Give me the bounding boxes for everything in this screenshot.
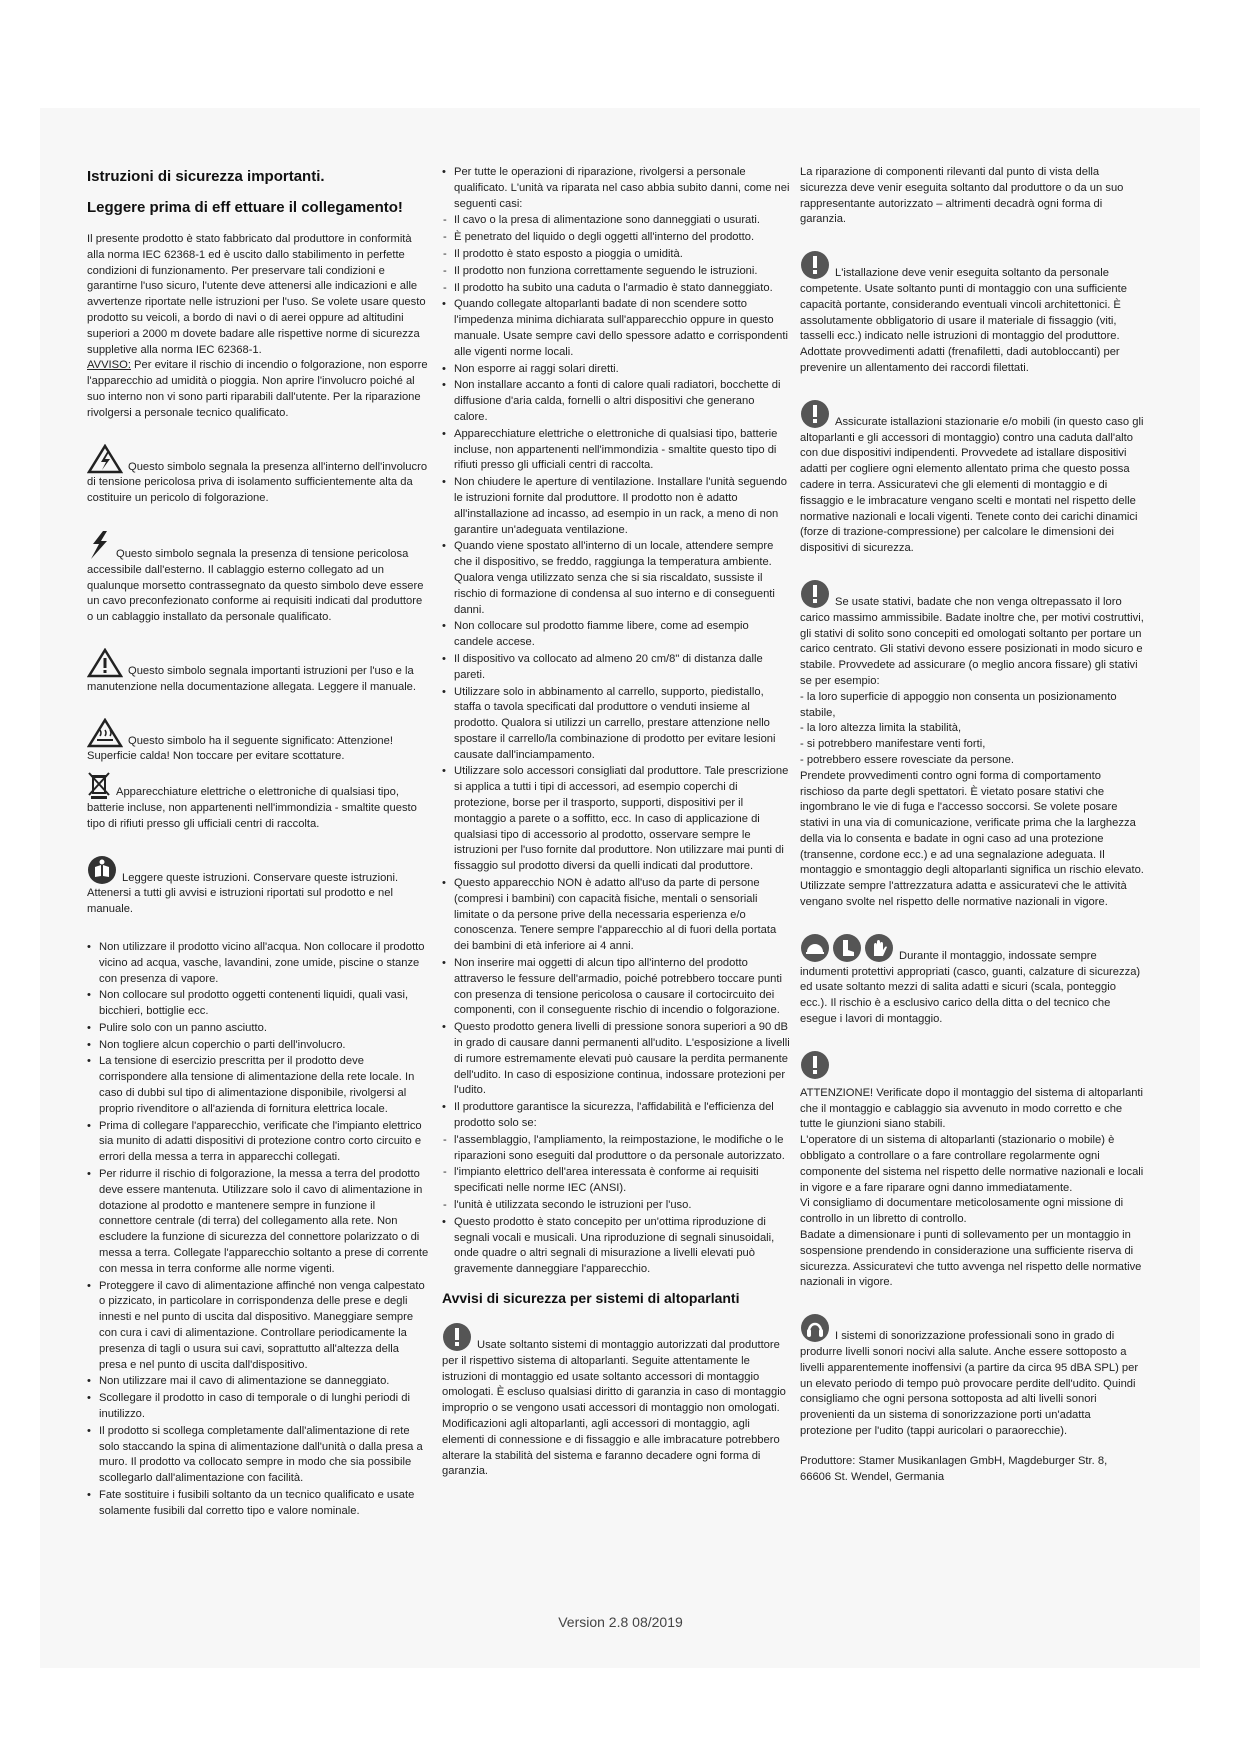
stand-item: - la loro altezza limita la stabilità,	[800, 722, 962, 735]
producer-line-2: 66606 St. Wendel, Germania	[800, 1470, 945, 1483]
lightning-bolt-icon	[87, 529, 111, 561]
stand-item-text: la loro superficie di appoggio non consenta un posizionamento stabile,	[800, 690, 1117, 719]
read-manual-icon	[87, 855, 117, 885]
list-item: • Utilizzare solo in abbinamento al carrello, supporto, piedistallo, staffa o tavola specificati dal produttore o venduti insieme al prodotto. Qualora si utilizzi un carrello, prestare attenzione nello spostare il carrello/la combinazione di prodotto per evitare lesioni causate dall'inciampamento.	[442, 685, 790, 764]
symbol-read-manual-text: Leggere queste istruzioni. Conservare queste istruzioni. Attenersi a tutti gli avvisi e istruzioni riportati sul prodotto e nel manuale.	[87, 871, 399, 916]
list-item: • Non togliere alcun coperchio o parti dell'involucro.	[87, 1038, 430, 1054]
documentation-paragraph: Vi consigliamo di documentare meticolosamente ogni missione di controllo in un libretto di controllo.	[800, 1197, 1124, 1226]
lightning-triangle-icon	[87, 444, 123, 474]
list-item: • Non esporre ai raggi solari diretti.	[442, 362, 790, 378]
list-item: • Non collocare sul prodotto fiamme libere, come ad esempio candele accese.	[442, 619, 790, 651]
list-item: • Il prodotto si scollega completamente dall'alimentazione di rete solo staccando la spina di alimentazione dall'unità o dalla presa a muro. Il prodotto va collocato sempre in modo che sia possibile scollegarlo dall'alimentazione con facilità.	[87, 1424, 430, 1487]
exclamation-circle-icon	[800, 579, 830, 609]
mounting-text: Usate soltanto sistemi di montaggio autorizzati dal produttore per il rispettivo sistema di altoparlanti. Seguite attentamente le istruzioni di montaggio ed usate soltanto accessori di montaggio omologati. È escluso qualsiasi diritto di garanzia in caso di montaggio improprio o se vengono usati accessori di montaggio non omologati. Modificazioni agli altoparlanti, agli accessori di montaggio, agli elementi di connessione e di fissaggio e alle imbracature potrebbero alterare la stabilità del sistema e faranno decadere ogni forma di garanzia.	[442, 1338, 786, 1478]
producer-line-1: Produttore: Stamer Musikanlagen GmbH, Magdeburger Str. 8,	[800, 1454, 1108, 1467]
stands-paragraph	[800, 579, 1145, 690]
list-item: • Il produttore garantisce la sicurezza, l'affidabilità e l'efficienza del prodotto solo se:	[442, 1100, 790, 1132]
safety-bullet-list	[87, 940, 430, 1520]
symbol-hot-surface-block	[87, 718, 430, 766]
symbol-weee-text: Apparecchiature elettriche o elettroniche di qualsiasi tipo, batterie incluse, non appartenenti nell'immondizia - smaltite questo tipo di rifiuti presso gli ufficiali centri di raccolta.	[87, 786, 417, 830]
list-item: • Il dispositivo va collocato ad almeno 20 cm/8" di distanza dalle pareti.	[442, 652, 790, 684]
symbol-instructions-block	[87, 648, 430, 696]
list-item: - Il prodotto ha subito una caduta o l'armadio è stato danneggiato.	[442, 281, 790, 297]
operator-paragraph: L'operatore di un sistema di altoparlanti (stazionario o mobile) è obbligato a controllare o a fare controllare regolarmente ogni componente del sistema nel rispetto delle normative nazionali e locali in vigore e a fare riparare ogni danno immediatamente.	[800, 1134, 1144, 1194]
symbol-weee-block	[87, 771, 430, 832]
ppe-text: Durante il montaggio, indossate sempre indumenti protettivi appropriati (casco, guanti, calzature di sicurezza) ed usate soltanto mezzi di salita adatti e sicuri (scala, ponteggio ecc.). Il rischio è a esclusivo carico della ditta o del tecnico che esegue i lavori di montaggio.	[800, 949, 1141, 1026]
list-item: • Non chiudere le aperture di ventilazione. Installare l'unità seguendo le istruzioni fornite dal produttore. Il prodotto non è adatto all'installazione ad incasso, ad esempio in un rack, a meno di non garantire un'adeguata ventilazione.	[442, 475, 790, 538]
list-item: • Questo prodotto genera livelli di pressione sonora superiori a 90 dB in grado di causare danni permanenti all'udito. L'esposizione a livelli di rumore estremamente elevati può causare la perdita permanente dell'udito. In caso di esposizione continua, indossare protezioni per l'udito.	[442, 1020, 790, 1099]
helmet-icon	[800, 933, 830, 963]
list-item: • Non collocare sul prodotto oggetti contenenti liquidi, quali vasi, bicchieri, bottiglie ecc.	[87, 988, 430, 1020]
list-item: • Pulire solo con un panno asciutto.	[87, 1021, 430, 1037]
avviso-text: Per evitare il rischio di incendio o folgorazione, non esporre l'apparecchio ad umidità o pioggia. Non aprire l'involucro poiché al suo interno non vi sono parti riparabili dall'utente. Per la riparazione rivolgersi a personale tecnico qualificato.	[87, 359, 428, 419]
lifting-points-paragraph: Badate a dimensionare i punti di sollevamento per un montaggio in sospensione prendendo in considerazione una sufficiente riserva di sicurezza. Assicuratevi che tutto avvenga nel rispetto delle normative nazionali in vigore.	[800, 1229, 1142, 1289]
intro-paragraph: Il presente prodotto è stato fabbricato dal produttore in conformità alla norma IEC 62368-1 ed è uscito dallo stabilimento in perfette condizioni di funzionamento. Per preservare tali condizioni e garantirne l'uso sicuro, l'utente deve attenersi alle indicazioni e alle avvertenze riportate nelle istruzioni per l'uso. Se volete usare questo prodotto su veicoli, a bordo di navi o di aerei oppure ad altitudini superiori a 2000 m dovete badare alle rispettive norme di sicurezza suppletive alla norma IEC 62368-1.	[87, 233, 426, 356]
installation-paragraph	[800, 250, 1145, 377]
installation-text: L'istallazione deve venir eseguita soltanto da personale competente. Usate soltanto punti di montaggio con una sufficiente capacità portante, considerando eventuali vincoli architettonici. È assolutamente obbligatorio di usare il materiale di fissaggio (viti, tasselli ecc.) indicato nelle istruzioni di montaggio del produttore. Adottate provvedimenti adatti (frenafiletti, dadi autobloccanti) per prevenire un allentamento dei raccordi filettati.	[800, 267, 1127, 374]
list-item: • Scollegare il prodotto in caso di temporale o di lunghi periodi di inutilizzo.	[87, 1391, 430, 1423]
stands-text: Se usate stativi, badate che non venga oltrepassato il loro carico massimo ammissibile. Badate inoltre che, per motivi costruttivi, gli stativi di solito sono concepiti ed omologati soltanto per portare un carico centrato. Gli stativi devono essere posizionati in modo sicuro e stabile. Provvedete ad assicurare (o meglio ancora fissare) gli stativi se per esempio:	[800, 595, 1144, 687]
title-safety: Istruzioni di sicurezza importanti.	[87, 168, 325, 185]
version-footer: Version 2.8 08/2019	[558, 1614, 683, 1630]
column-2	[442, 165, 790, 1480]
secure-installation-text: Assicurate istallazioni stazionarie e/o mobili (in questo caso gli altoparlanti e gli accessori di montaggio) contro una caduta dall'alto con due dispositivi indipendenti. Provvedete ad istallare dispositivi adatti per cogliere ogni elemento allentato prima che questo possa cadere in terra. Assicuratevi che gli elementi di montaggio e di fissaggio e le imbracature vengano scelti e montati nel rispetto delle normative nazionali e locali vigenti. Tenete conto dei carichi dinamici (forze di trazione-compressione) per calcolare le dimensioni dei dispositivi di sicurezza.	[800, 415, 1144, 555]
list-item: - l'assemblaggio, l'ampliamento, la reimpostazione, le modifiche o le riparazioni sono eseguiti dal produttore o da personale autorizzato.	[442, 1133, 790, 1165]
stand-item: - si potrebbero manifestare venti forti,	[800, 738, 986, 751]
hearing-text: I sistemi di sonorizzazione professionali sono in grado di produrre livelli sonori nocivi alla salute. Anche essere sottoposto a livelli apparentemente inoffensivi (a partire da circa 95 dBA SPL) per un elevato periodo di tempo può provocare perdite dell'udito. Quindi consigliamo che ogni persona sottoposta ad alti livelli sonori provenienti da un sistema di sonorizzazione porti un'adatta protezione per l'udito (tappi auricolari o paraorecchie).	[800, 1330, 1139, 1437]
secure-installation-paragraph	[800, 399, 1145, 557]
symbol-hot-surface-text: Questo simbolo ha il seguente significato: Attenzione! Superficie calda! Non toccare per evitare scottature.	[87, 734, 393, 763]
list-item: • La tensione di esercizio prescritta per il prodotto deve corrispondere alla tensione di alimentazione della rete locale. In caso di dubbi sul tipo di alimentazione disponibile, rivolgersi al proprio rivenditore o all'azienda di fornitura elettrica locale.	[87, 1054, 430, 1117]
stand-item-text: si potrebbero manifestare venti forti,	[806, 738, 986, 751]
symbol-external-voltage-text: Questo simbolo segnala la presenza di tensione pericolosa accessibile dall'esterno. Il cablaggio esterno collegato ad un qualunque morsetto contrassegnato da questo simbolo deve essere un cavo preconfezionato conforme ai requisiti indicati dal produttore o un cablaggio installato da personale qualificato.	[87, 547, 424, 624]
stand-item: - la loro superficie di appoggio non consenta un posizionamento stabile,	[800, 690, 1117, 719]
list-item: • Utilizzare solo accessori consigliati dal produttore. Tale prescrizione si applica a tutti i tipi di accessori, ad esempio coperchi di protezione, borse per il trasporto, supporti, dispositivi per il montaggio a parete o a soffitto, ecc. In caso di applicazione di qualsiasi tipo di accessorio al prodotto, osservare sempre le istruzioni per l'uso fornite dal produttore. Non utilizzare mai punti di fissaggio sul prodotto diversi da quelli indicati dal produttore.	[442, 764, 790, 875]
gloves-icon	[864, 933, 894, 963]
spectators-paragraph: Prendete provvedimenti contro ogni forma di comportamento rischioso da parte degli spettatori. È vietato posare stativi che ingombrano le vie di fuga e l'accesso soccorsi. Se volete posare stativi in una via di comunicazione, verificate prima che la larghezza della via lo consenta e badate in ogni caso ad una protezione (transenne, cordone ecc.) e ad una segnalazione adeguata. Il montaggio e smontaggio degli altoparlanti significa un rischio elevato. Utilizzate sempre l'attrezzatura adatta e assicuratevi che le attività vengano svolte nel rispetto delle normative nazionali in vigore.	[800, 769, 1144, 909]
attention-paragraph: ATTENZIONE! Verificate dopo il montaggio del sistema di altoparlanti che il montaggio e cablaggio sia avvenuto in modo corretto e che tutte le giunzioni siano stabili.	[800, 1086, 1144, 1131]
hearing-paragraph	[800, 1313, 1145, 1440]
list-item: - l'unità è utilizzata secondo le istruzioni per l'uso.	[442, 1198, 790, 1214]
list-item: • Non utilizzare il prodotto vicino all'acqua. Non collocare il prodotto vicino ad acqua, vasche, lavandini, zone umide, piscine o stanze con presenza di vapore.	[87, 940, 430, 987]
list-item: • Per ridurre il rischio di folgorazione, la messa a terra del prodotto deve essere mantenuta. Utilizzare solo il cavo di alimentazione in dotazione al prodotto e mantenere sempre in funzione il connettore centrale (di terra) del collegamento alla rete. Non escludere la funzione di sicurezza del connettore polarizzato o di messa a terra. Collegate l'apparecchio soltanto a prese di corrente con messa in terra conforme alle norme vigenti.	[87, 1167, 430, 1278]
list-item: • Fate sostituire i fusibili soltanto da un tecnico qualificato e usate solamente fusibili dal corretto tipo e valore nominale.	[87, 1488, 430, 1520]
ppe-paragraph	[800, 933, 1145, 1028]
list-item: • Quando viene spostato all'interno di un locale, attendere sempre che il dispositivo, se freddo, raggiunga la temperatura ambiente. Qualora venga utilizzato senza che si sia riscaldato, sussiste il rischio di formazione di condensa al suo interno e di conseguenti danni.	[442, 539, 790, 618]
column-3	[800, 165, 1145, 1485]
symbol-external-voltage-block	[87, 529, 430, 626]
exclamation-circle-icon	[800, 250, 830, 280]
list-item: • Non installare accanto a fonti di calore quali radiatori, bocchette di diffusione d'aria calda, fornelli o altri dispositivi che generano calore.	[442, 378, 790, 425]
column-1	[87, 165, 430, 1521]
list-item: - Il prodotto è stato esposto a pioggia o umidità.	[442, 247, 790, 263]
list-item: • Quando collegate altoparlanti badate di non scendere sotto l'impedenza minima dichiarata sull'apparecchio oppure in questo manuale. Usate sempre cavi dello spessore adatto e corrispondenti alle vigenti norme locali.	[442, 297, 790, 360]
exclamation-circle-icon	[442, 1322, 472, 1352]
list-item: • Questo prodotto è stato concepito per un'ottima riproduzione di segnali vocali e musicali. Una riproduzione di segnali sinusoidali, onde quadre o altri segnali di misurazione a livelli elevati può gravemente danneggiare l'apparecchio.	[442, 1215, 790, 1278]
avviso-paragraph	[87, 358, 430, 421]
symbol-instructions-text: Questo simbolo segnala importanti istruzioni per l'uso e la manutenzione nella documentazione allegata. Leggere il manuale.	[87, 664, 417, 693]
exclamation-triangle-icon	[87, 648, 123, 678]
crossed-bin-icon	[87, 771, 111, 799]
list-item: - È penetrato del liquido o degli oggetti all'interno del prodotto.	[442, 230, 790, 246]
list-item: • Apparecchiature elettriche o elettroniche di qualsiasi tipo, batterie incluse, non appartenenti nell'immondizia - smaltite questo tipo di rifiuti presso gli ufficiali centri di raccolta.	[442, 427, 790, 474]
symbol-read-manual-block	[87, 855, 430, 918]
repair-components-paragraph: La riparazione di componenti rilevanti dal punto di vista della sicurezza deve venir eseguita soltanto dal produttore o da un suo rappresentante autorizzato – altrimenti decadrà ogni forma di garanzia.	[800, 166, 1124, 226]
title-read-first: Leggere prima di eff ettuare il collegamento!	[87, 199, 403, 216]
list-item: • Non utilizzare mai il cavo di alimentazione se danneggiato.	[87, 1374, 430, 1390]
title-speaker-systems: Avvisi di sicurezza per sistemi di altoparlanti	[442, 1289, 740, 1306]
boot-icon	[832, 933, 862, 963]
list-item: • Proteggere il cavo di alimentazione affinché non venga calpestato o pizzicato, in particolare in corrispondenza delle prese e degli innesti e nel punto di uscita dal dispositivo. Maneggiare sempre con cura i cavi di alimentazione. Controllare periodicamente la presenza di tagli o usura sui cavi, soprattutto all'altezza della presa e nel punto di uscita dall'dispositivo.	[87, 1279, 430, 1374]
list-item: - Il cavo o la presa di alimentazione sono danneggiati o usurati.	[442, 213, 790, 229]
stand-item-text: la loro altezza limita la stabilità,	[806, 722, 962, 735]
attention-icon-wrapper	[800, 1050, 1145, 1080]
list-item: - l'impianto elettrico dell'area interessata è conforme ai requisiti specificati nelle norme IEC (ANSI).	[442, 1165, 790, 1197]
list-item: - Il prodotto non funziona correttamente seguendo le istruzioni.	[442, 264, 790, 280]
list-item: • Per tutte le operazioni di riparazione, rivolgersi a personale qualificato. L'unità va riparata nel caso abbia subito danni, come nei seguenti casi:	[442, 165, 790, 212]
avviso-label: AVVISO:	[87, 359, 131, 372]
list-item: • Questo apparecchio NON è adatto all'uso da parte di persone (compresi i bambini) con capacità fisiche, mentali o sensoriali limitate o da persone prive della necessaria esperienza e/o conoscenza. Tenere sempre l'apparecchio al di fuori della portata dei bambini di età inferiore ai 4 anni.	[442, 876, 790, 955]
list-item: • Prima di collegare l'apparecchio, verificate che l'impianto elettrico sia munito di adatti dispositivi di protezione contro corto circuito e errori della messa a terra in apparecchi collegati.	[87, 1119, 430, 1166]
ear-protection-icon	[800, 1313, 830, 1343]
stand-item: - potrebbero essere rovesciate da persone.	[800, 753, 1014, 766]
symbol-voltage-text: Questo simbolo segnala la presenza all'interno dell'involucro di tensione pericolosa priva di isolamento sufficientemente alta da costituire un pericolo di folgorazione.	[87, 460, 428, 505]
stand-item-text: potrebbero essere rovesciate da persone.	[806, 753, 1014, 766]
hot-surface-icon	[87, 718, 123, 748]
mounting-paragraph	[442, 1322, 790, 1480]
list-item: • Non inserire mai oggetti di alcun tipo all'interno del prodotto attraverso le fessure dell'armadio, poiché potrebbero toccare punti con presenza di tensione pericolosa o causare il cortocircuito dei componenti, con il conseguente rischio di incendio o folgorazione.	[442, 956, 790, 1019]
repair-list	[442, 165, 790, 1278]
exclamation-circle-icon	[800, 1050, 1145, 1080]
exclamation-circle-icon	[800, 399, 830, 429]
symbol-voltage-block	[87, 444, 430, 507]
